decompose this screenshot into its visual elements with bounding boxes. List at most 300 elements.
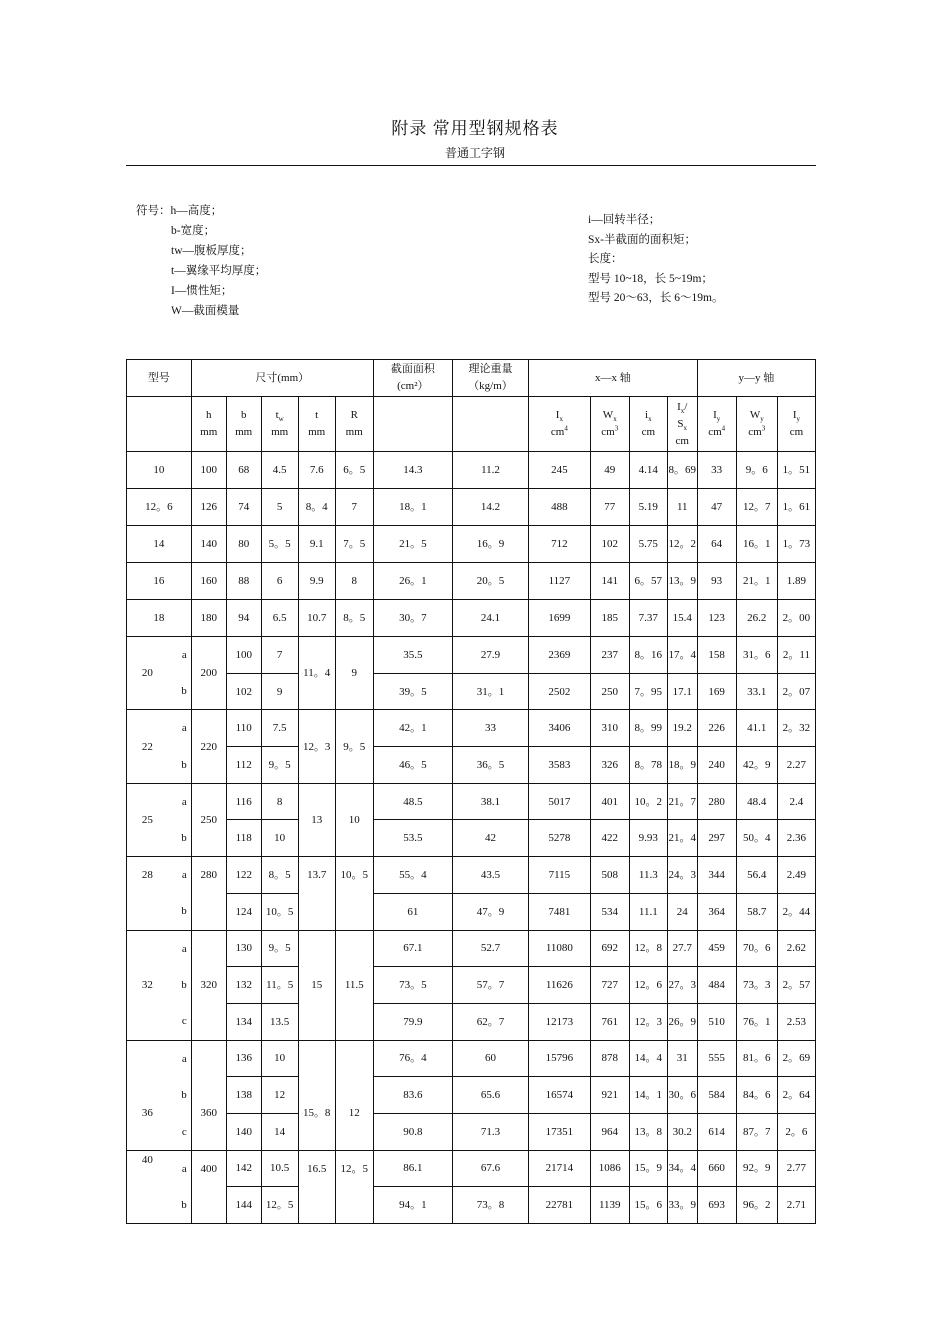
cell-t: 9.9: [298, 563, 335, 600]
cell-Iy: 47: [697, 489, 736, 526]
IxSx-S: S: [677, 417, 684, 430]
cell-b: 80: [226, 526, 261, 563]
cell-Wx: 250: [590, 673, 629, 710]
tw-label: t: [275, 409, 279, 421]
cell-Wy: 96。2: [736, 1187, 777, 1224]
cell-Wx: 964: [590, 1113, 629, 1150]
cell-model: 40: [127, 1150, 168, 1187]
legend-line: I—惯性矩；: [171, 285, 233, 297]
cell-area: 48.5: [373, 783, 452, 820]
cell-model: 10: [127, 452, 192, 489]
area-unit: (cm²）: [397, 380, 429, 392]
cell-Ix: 7481: [529, 893, 591, 930]
cell-h: [191, 893, 226, 930]
cell-model: 12。6: [127, 489, 192, 526]
table-row: [127, 893, 816, 930]
cell-Ix: 16574: [529, 1077, 591, 1114]
cell-Wy: 16。1: [736, 526, 777, 563]
cell-Wx: 77: [590, 489, 629, 526]
cell-tw: 13.5: [261, 1003, 298, 1040]
cell-tw: 12: [261, 1077, 298, 1114]
col-dims-header: 尺寸(mm）: [191, 360, 373, 397]
cell-h: 280: [191, 857, 226, 894]
cell-var: c: [168, 1003, 192, 1040]
cell-iy: 2。11: [777, 637, 815, 674]
subheader-blank: [127, 397, 192, 452]
area-label: 截面面积: [390, 363, 435, 375]
cell-Iy: 344: [697, 857, 736, 894]
ix-unit: cm: [641, 426, 656, 438]
cell-b: 102: [226, 673, 261, 710]
cell-var: b: [168, 673, 192, 710]
cell-R: 7: [335, 489, 373, 526]
cell-R: [335, 893, 373, 930]
cell-Wx: 921: [590, 1077, 629, 1114]
cell-Iy: 614: [697, 1113, 736, 1150]
cell-Wy: 73。3: [736, 967, 777, 1004]
cell-Wy: 31。6: [736, 637, 777, 674]
tw-unit: mm: [271, 426, 289, 438]
cell-weight: 42: [452, 820, 528, 857]
cell-tw: 6: [261, 563, 298, 600]
table-row: [127, 1150, 816, 1187]
cell-Ix: 5278: [529, 820, 591, 857]
cell-var: a: [168, 1040, 192, 1077]
Wx-sup: 3: [614, 424, 619, 433]
cell-Wy: 81。6: [736, 1040, 777, 1077]
table-row: [127, 1187, 816, 1224]
cell-b: 88: [226, 563, 261, 600]
cell-IxSx: 24。3: [667, 857, 697, 894]
cell-tw: 10。5: [261, 893, 298, 930]
cell-Wx: 878: [590, 1040, 629, 1077]
cell-var: b: [168, 1077, 192, 1114]
col-h: [191, 397, 226, 452]
table-row: [127, 600, 816, 637]
cell-area: 21。5: [373, 526, 452, 563]
cell-model: [127, 1187, 168, 1224]
cell-var: c: [168, 1113, 192, 1150]
cell-b: 142: [226, 1150, 261, 1187]
cell-iy: 2。69: [777, 1040, 815, 1077]
cell-Wy: 87。7: [736, 1113, 777, 1150]
cell-var: a: [168, 1150, 192, 1187]
cell-Iy: 280: [697, 783, 736, 820]
cell-area: 39。5: [373, 673, 452, 710]
cell-IxSx: 33。9: [667, 1187, 697, 1224]
cell-area: 30。7: [373, 600, 452, 637]
cell-Wy: 70。6: [736, 930, 777, 967]
table-row: [127, 783, 816, 820]
cell-b: 118: [226, 820, 261, 857]
cell-ix: 13。8: [629, 1113, 667, 1150]
cell-tw: 4.5: [261, 452, 298, 489]
cell-h: [191, 930, 226, 967]
table-row: [127, 673, 816, 710]
cell-Iy: 33: [697, 452, 736, 489]
cell-Ix: 12173: [529, 1003, 591, 1040]
cell-R: 7。5: [335, 526, 373, 563]
cell-t: 16.5: [298, 1150, 335, 1187]
cell-Ix: 2369: [529, 637, 591, 674]
cell-t: 9.1: [298, 526, 335, 563]
cell-b: 74: [226, 489, 261, 526]
cell-Iy: 510: [697, 1003, 736, 1040]
cell-ix: 9.93: [629, 820, 667, 857]
cell-IxSx: 27.7: [667, 930, 697, 967]
cell-Ix: 3583: [529, 747, 591, 784]
cell-b: 132: [226, 967, 261, 1004]
cell-ix: 5.19: [629, 489, 667, 526]
cell-tw: 10: [261, 820, 298, 857]
cell-Ix: 11080: [529, 930, 591, 967]
cell-tw: 9。5: [261, 747, 298, 784]
cell-weight: 31。1: [452, 673, 528, 710]
cell-Ix: 1699: [529, 600, 591, 637]
cell-IxSx: 31: [667, 1040, 697, 1077]
cell-tw: 8。5: [261, 857, 298, 894]
cell-Wy: 21。1: [736, 563, 777, 600]
cell-h: 180: [191, 600, 226, 637]
cell-IxSx: 21。4: [667, 820, 697, 857]
cell-area: 55。4: [373, 857, 452, 894]
cell-Ix: 22781: [529, 1187, 591, 1224]
cell-Ix: 488: [529, 489, 591, 526]
col-tw: [261, 397, 298, 452]
legend-line: W—截面模量: [171, 305, 240, 317]
cell-R: 8: [335, 563, 373, 600]
cell-Wy: 26.2: [736, 600, 777, 637]
tw-sub: w: [278, 415, 284, 424]
cell-Iy: 226: [697, 710, 736, 747]
cell-weight: 20。5: [452, 563, 528, 600]
cell-var: b: [168, 967, 192, 1004]
cell-Ix: 11626: [529, 967, 591, 1004]
cell-IxSx: 17.1: [667, 673, 697, 710]
cell-tw: 5: [261, 489, 298, 526]
cell-area: 73。5: [373, 967, 452, 1004]
cell-Wy: 50。4: [736, 820, 777, 857]
cell-tw: 8: [261, 783, 298, 820]
cell-tw: 12。5: [261, 1187, 298, 1224]
table-row: [127, 747, 816, 784]
cell-model: 25: [127, 792, 168, 829]
cell-Wx: 761: [590, 1003, 629, 1040]
cell-Iy: 297: [697, 820, 736, 857]
page-title: 附录 常用型钢规格表: [391, 119, 559, 138]
cell-var: b: [168, 893, 192, 930]
cell-Iy: 93: [697, 563, 736, 600]
legend-line: 长度：: [588, 253, 623, 265]
cell-tw: 7.5: [261, 710, 298, 747]
cell-weight: 16。9: [452, 526, 528, 563]
cell-t: 13.7: [298, 857, 335, 894]
cell-weight: 52.7: [452, 930, 528, 967]
cell-Wy: 76。1: [736, 1003, 777, 1040]
cell-Wy: 41.1: [736, 710, 777, 747]
cell-area: 86.1: [373, 1150, 452, 1187]
cell-model: 32: [127, 967, 168, 1004]
col-Iy: [697, 397, 736, 452]
R-unit: mm: [345, 426, 363, 438]
cell-ix: 12。3: [629, 1003, 667, 1040]
cell-Wy: 48.4: [736, 783, 777, 820]
table-row: [127, 563, 816, 600]
cell-model: 18: [127, 600, 192, 637]
cell-weight: 27.9: [452, 637, 528, 674]
cell-Ix: 5017: [529, 783, 591, 820]
cell-IxSx: 26。9: [667, 1003, 697, 1040]
weight-unit: （kg/m）: [468, 380, 513, 392]
cell-tw: 9: [261, 673, 298, 710]
cell-t: [298, 930, 335, 967]
iy-label: I: [792, 409, 797, 421]
cell-iy: 1.89: [777, 563, 815, 600]
cell-R: [335, 930, 373, 967]
cell-t: 7.6: [298, 452, 335, 489]
cell-ix: 15。9: [629, 1150, 667, 1187]
cell-weight: 73。8: [452, 1187, 528, 1224]
Wy-label: W: [749, 409, 761, 421]
cell-Iy: 123: [697, 600, 736, 637]
h-label: h: [205, 409, 212, 421]
cell-R: [335, 1003, 373, 1040]
cell-area: 18。1: [373, 489, 452, 526]
cell-ix: 11.1: [629, 893, 667, 930]
cell-R: 10: [335, 792, 373, 829]
table-row: [127, 489, 816, 526]
cell-IxSx: 11: [667, 489, 697, 526]
cell-var: b: [168, 820, 192, 857]
cell-R: 12: [335, 1086, 373, 1123]
cell-iy: 2。64: [777, 1077, 815, 1114]
cell-iy: 2。6: [777, 1113, 815, 1150]
cell-b: 124: [226, 893, 261, 930]
cell-ix: 11.3: [629, 857, 667, 894]
Ix-unit: cm: [550, 426, 565, 438]
Iy-label: I: [713, 409, 717, 421]
cell-IxSx: 8。69: [667, 452, 697, 489]
cell-IxSx: 24: [667, 893, 697, 930]
cell-area: 26。1: [373, 563, 452, 600]
cell-IxSx: 18。9: [667, 747, 697, 784]
cell-Wy: 58.7: [736, 893, 777, 930]
col-ix: [629, 397, 667, 452]
cell-Wx: 237: [590, 637, 629, 674]
cell-ix: 8。78: [629, 747, 667, 784]
b-unit: mm: [235, 426, 253, 438]
cell-Ix: 3406: [529, 710, 591, 747]
cell-weight: 43.5: [452, 857, 528, 894]
cell-weight: 65.6: [452, 1077, 528, 1114]
cell-IxSx: 17。4: [667, 637, 697, 674]
cell-model: 28: [127, 857, 168, 894]
legend-line: 型号 20～63，长 6～19m。: [588, 292, 724, 304]
h-unit: mm: [200, 426, 218, 438]
ix-sub: x: [648, 415, 652, 424]
Wy-sub: y: [760, 415, 764, 424]
ix-label: i: [645, 409, 649, 421]
cell-ix: 6。57: [629, 563, 667, 600]
cell-h: 100: [191, 452, 226, 489]
cell-area: 79.9: [373, 1003, 452, 1040]
cell-Wx: 185: [590, 600, 629, 637]
col-Wx: [590, 397, 629, 452]
col-area-header: [373, 360, 452, 397]
cell-weight: 62。7: [452, 1003, 528, 1040]
cell-ix: 10。2: [629, 783, 667, 820]
col-yaxis-header: y—y 轴: [697, 360, 815, 397]
cell-model: 22: [127, 719, 168, 756]
cell-IxSx: 34。4: [667, 1150, 697, 1187]
cell-tw: 11。5: [261, 967, 298, 1004]
cell-var: a: [168, 930, 192, 967]
table-row: [127, 930, 816, 967]
cell-var: a: [168, 783, 192, 820]
cell-h: 400: [191, 1150, 226, 1187]
cell-Wy: 84。6: [736, 1077, 777, 1114]
cell-Wx: 727: [590, 967, 629, 1004]
IxSx-slash: /: [684, 400, 688, 413]
cell-h: 320: [191, 967, 226, 1004]
cell-var: b: [168, 1187, 192, 1224]
cell-R: 9。5: [335, 719, 373, 756]
cell-weight: 36。5: [452, 747, 528, 784]
cell-tw: 10.5: [261, 1150, 298, 1187]
cell-IxSx: 21。7: [667, 783, 697, 820]
cell-Iy: 240: [697, 747, 736, 784]
cell-iy: 2.53: [777, 1003, 815, 1040]
table-row: [127, 710, 816, 747]
cell-t: 15。8: [298, 1086, 335, 1123]
cell-ix: 15。6: [629, 1187, 667, 1224]
cell-R: 8。5: [335, 600, 373, 637]
cell-IxSx: 15.4: [667, 600, 697, 637]
cell-IxSx: 19.2: [667, 710, 697, 747]
cell-Wx: 534: [590, 893, 629, 930]
cell-Ix: 15796: [529, 1040, 591, 1077]
cell-IxSx: 30.2: [667, 1113, 697, 1150]
legend-line: t—翼缘平均厚度；: [171, 265, 267, 277]
cell-weight: 38.1: [452, 783, 528, 820]
cell-Wx: 692: [590, 930, 629, 967]
b-label: b: [240, 409, 247, 421]
cell-Iy: 584: [697, 1077, 736, 1114]
cell-Wy: 42。9: [736, 747, 777, 784]
cell-IxSx: 30。6: [667, 1077, 697, 1114]
cell-model: [127, 1040, 168, 1077]
cell-area: 14.3: [373, 452, 452, 489]
col-IxSx: [667, 397, 697, 452]
IxSx-unit: cm: [675, 434, 689, 447]
cell-Wx: 49: [590, 452, 629, 489]
cell-Ix: 1127: [529, 563, 591, 600]
cell-ix: 5.75: [629, 526, 667, 563]
cell-Iy: 158: [697, 637, 736, 674]
cell-tw: 6.5: [261, 600, 298, 637]
Wy-unit: cm: [748, 426, 762, 438]
cell-Wy: 9。6: [736, 452, 777, 489]
cell-model: [127, 893, 168, 930]
cell-weight: 60: [452, 1040, 528, 1077]
Wy-sup: 3: [761, 424, 766, 433]
col-Ix: [529, 397, 591, 452]
cell-iy: 1。61: [777, 489, 815, 526]
iy-sub: y: [796, 415, 800, 424]
Ix-sub: x: [559, 415, 563, 424]
cell-ix: 4.14: [629, 452, 667, 489]
table-row: [127, 637, 816, 674]
cell-iy: 2.27: [777, 747, 815, 784]
table-row: [127, 820, 816, 857]
Wx-label: W: [602, 409, 614, 421]
cell-iy: 1。51: [777, 452, 815, 489]
cell-Iy: 64: [697, 526, 736, 563]
cell-weight: 24.1: [452, 600, 528, 637]
cell-ix: 7。95: [629, 673, 667, 710]
cell-R: 10。5: [335, 857, 373, 894]
cell-ix: 7.37: [629, 600, 667, 637]
cell-tw: 10: [261, 1040, 298, 1077]
Iy-sub: y: [716, 415, 721, 424]
table-row: [127, 1003, 816, 1040]
cell-Iy: 459: [697, 930, 736, 967]
cell-area: 67.1: [373, 930, 452, 967]
cell-area: 46。5: [373, 747, 452, 784]
cell-Iy: 555: [697, 1040, 736, 1077]
cell-t: [298, 1187, 335, 1224]
cell-Iy: 484: [697, 967, 736, 1004]
i-beam-spec-table: [126, 359, 816, 1224]
cell-Wx: 422: [590, 820, 629, 857]
cell-area: 94。1: [373, 1187, 452, 1224]
cell-var: a: [168, 637, 192, 674]
cell-Ix: 245: [529, 452, 591, 489]
cell-Wy: 92。9: [736, 1150, 777, 1187]
col-xaxis-header: x—x 轴: [529, 360, 698, 397]
cell-Wx: 1086: [590, 1150, 629, 1187]
cell-R: 9: [335, 646, 373, 683]
cell-R: [335, 1040, 373, 1077]
cell-t: 13: [298, 792, 335, 829]
cell-h: [191, 1187, 226, 1224]
cell-ix: 8。16: [629, 637, 667, 674]
cell-t: 15: [298, 967, 335, 1004]
cell-b: 94: [226, 600, 261, 637]
cell-Wx: 508: [590, 857, 629, 894]
cell-iy: 2.62: [777, 930, 815, 967]
cell-Wx: 1139: [590, 1187, 629, 1224]
cell-b: 140: [226, 1113, 261, 1150]
col-weight-blank: [452, 397, 528, 452]
col-Wy: [736, 397, 777, 452]
cell-t: [298, 1040, 335, 1077]
length-legend: [588, 211, 723, 309]
cell-Wy: 12。7: [736, 489, 777, 526]
table-row: [127, 1040, 816, 1077]
cell-var: a: [168, 710, 192, 747]
table-subheader-row: [127, 397, 816, 452]
table-row: [127, 1113, 816, 1150]
legend-line: b-宽度；: [171, 225, 216, 237]
cell-model: [127, 930, 168, 967]
symbol-legend: [136, 201, 266, 321]
cell-var: a: [168, 857, 192, 894]
cell-ix: 8。99: [629, 710, 667, 747]
cell-area: 35.5: [373, 637, 452, 674]
cell-IxSx: 12。2: [667, 526, 697, 563]
cell-R: [335, 1187, 373, 1224]
